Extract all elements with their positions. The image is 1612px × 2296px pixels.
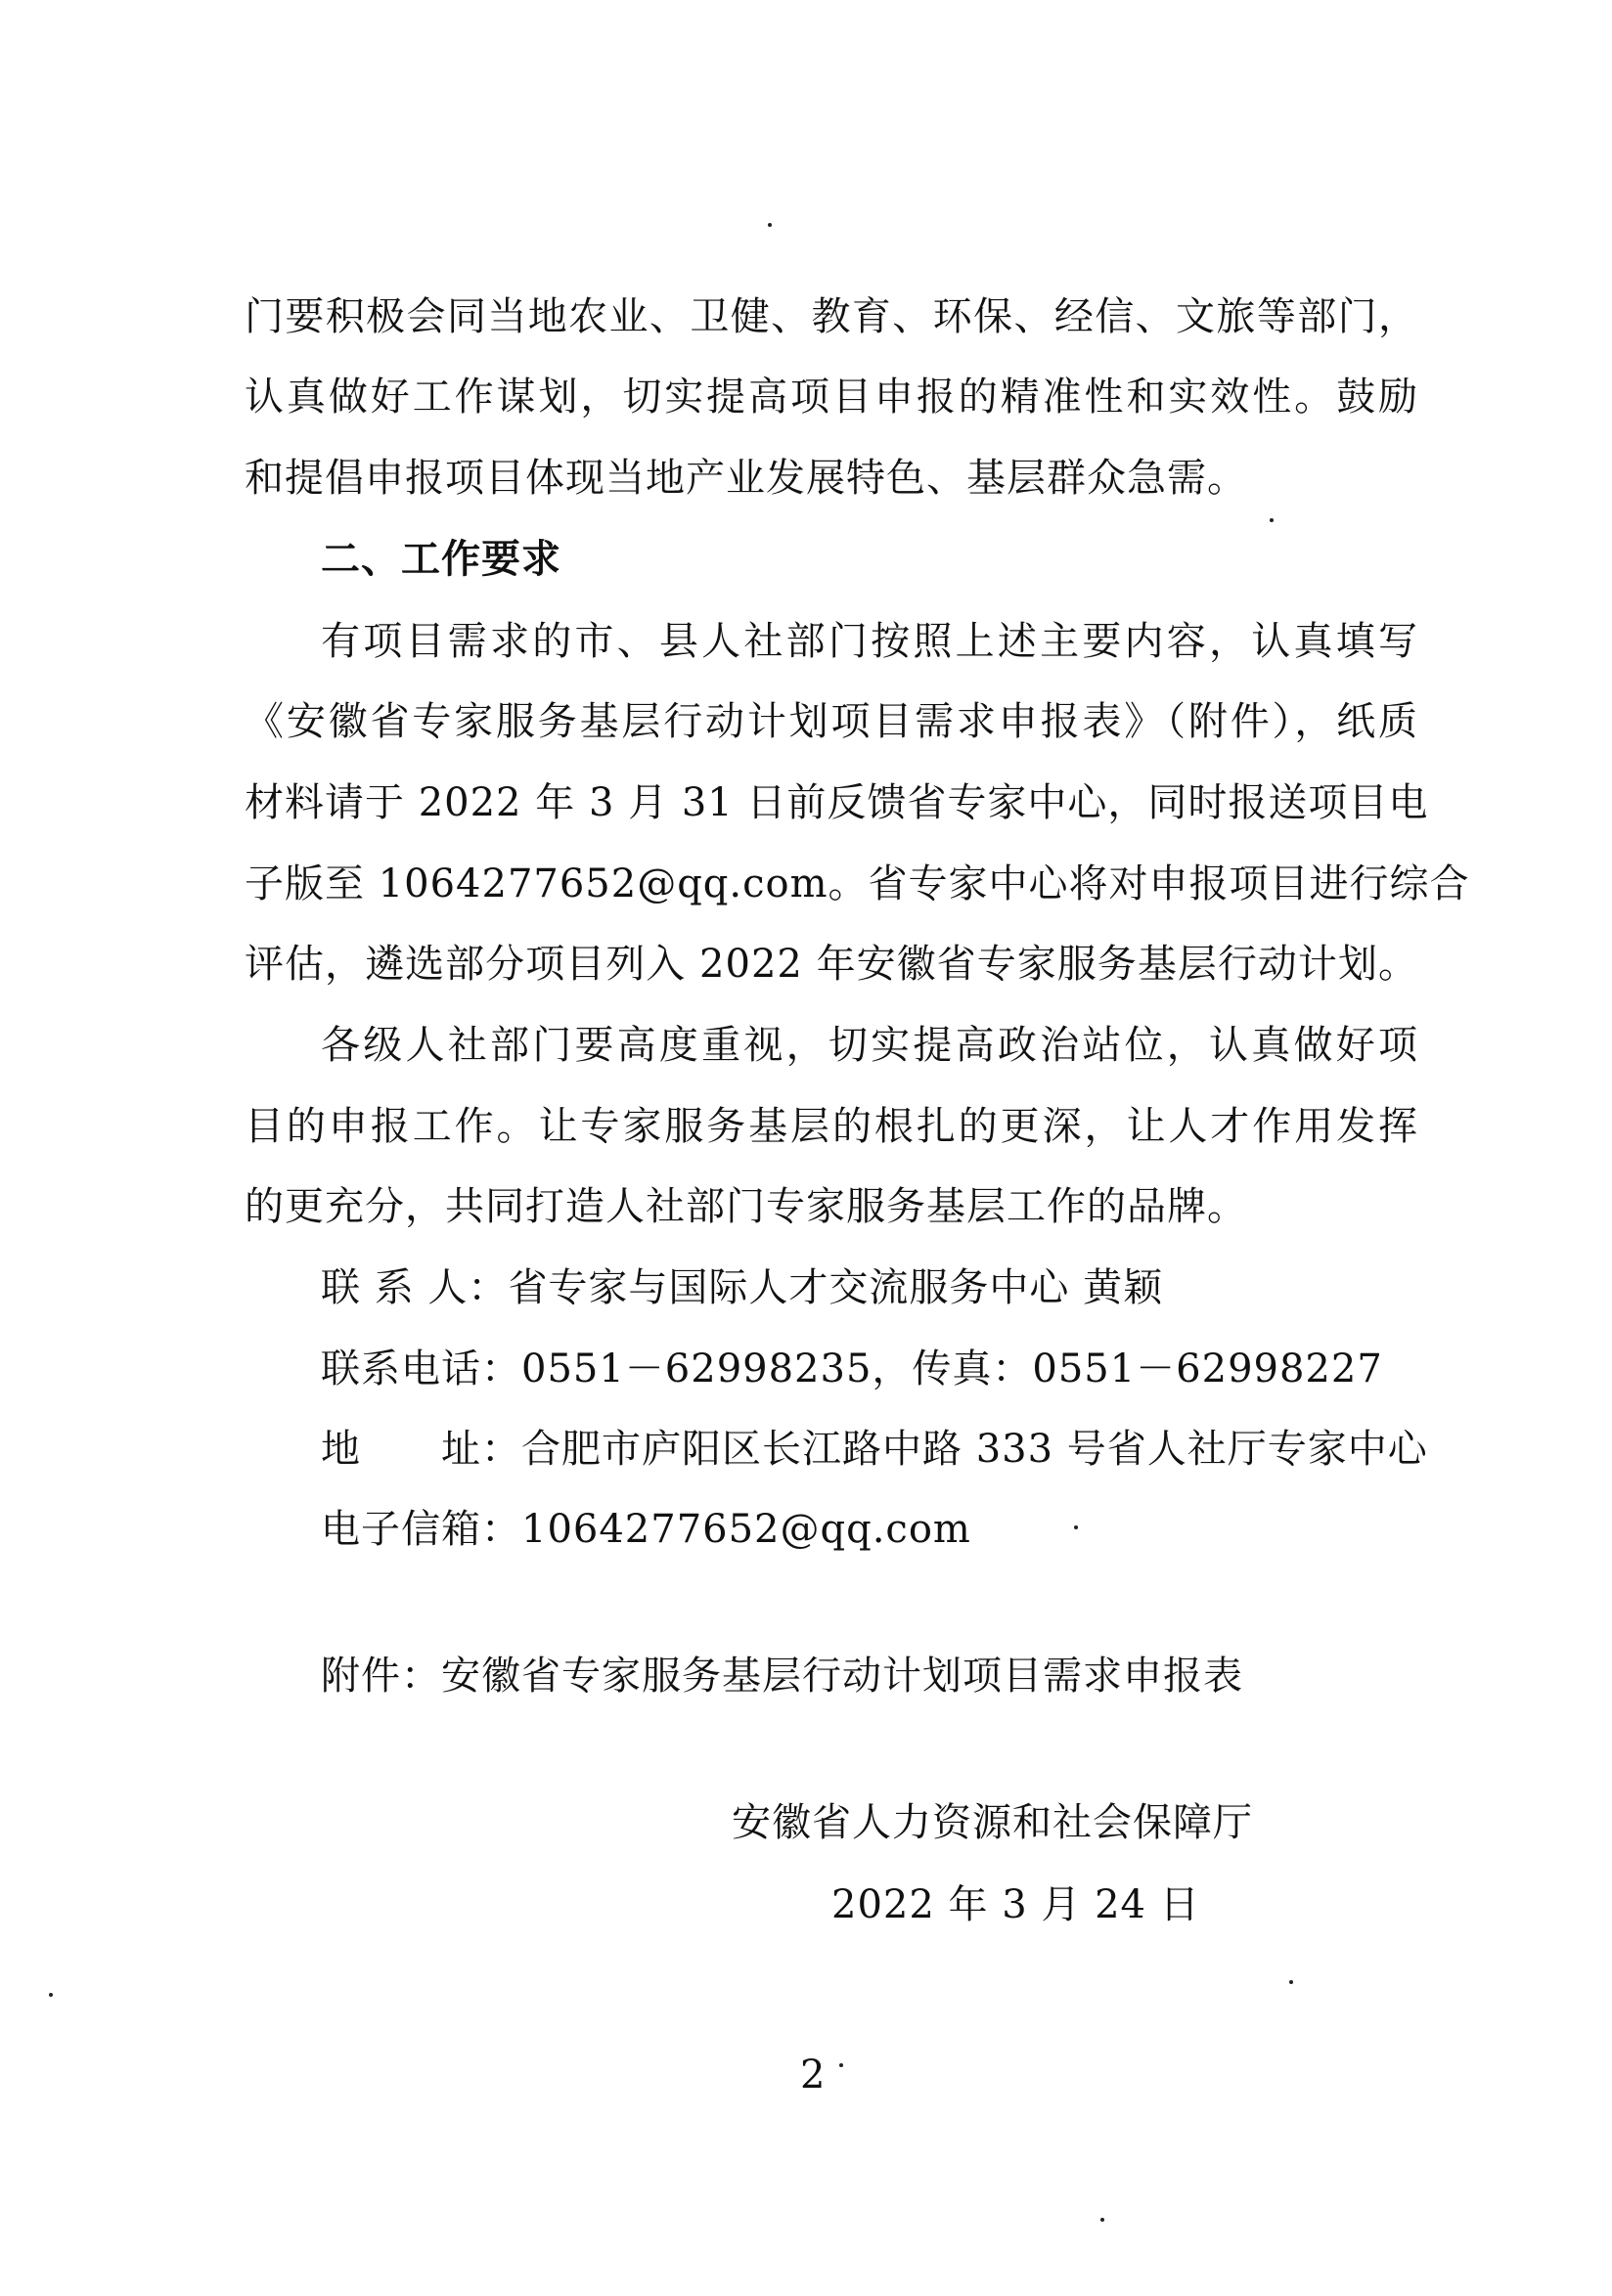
paragraph-3-line-3: 的更充分，共同打造人社部门专家服务基层工作的品牌。 xyxy=(245,1184,1247,1229)
contact-address-label: 地 址： xyxy=(321,1427,521,1472)
scan-speck xyxy=(1100,2218,1104,2222)
paragraph-1-line-1: 门要积极会同当地农业、卫健、教育、环保、经信、文旅等部门， xyxy=(245,294,1418,339)
page-number: 2 xyxy=(800,2053,827,2097)
contact-person-label: 联 系 人： xyxy=(321,1265,509,1310)
contact-person-value: 省专家与国际人才交流服务中心 黄颖 xyxy=(508,1265,1164,1310)
scan-speck xyxy=(768,223,772,227)
paragraph-2-line-3: 材料请于 2022 年 3 月 31 日前反馈省专家中心，同时报送项目电 xyxy=(245,780,1429,825)
contact-phone-value: 0551－62998235，传真：0551－62998227 xyxy=(521,1347,1383,1391)
contact-email-label: 电子信箱： xyxy=(321,1507,521,1552)
contact-phone-row xyxy=(321,1346,1383,1392)
paragraph-1-line-2: 认真做好工作谋划，切实提高项目申报的精准性和实效性。鼓励 xyxy=(245,375,1418,419)
paragraph-2-line-4: 子版至 1064277652@qq.com。省专家中心将对申报项目进行综合 xyxy=(245,861,1470,906)
scan-speck xyxy=(1289,1980,1293,1984)
contact-email-row xyxy=(321,1506,971,1553)
scan-speck xyxy=(49,1993,53,1997)
contact-phone-label: 联系电话： xyxy=(321,1347,521,1391)
contact-address-row xyxy=(321,1426,1428,1473)
paragraph-3-line-2: 目的申报工作。让专家服务基层的根扎的更深，让人才作用发挥 xyxy=(245,1104,1418,1149)
attachment-line: 附件：安徽省专家服务基层行动计划项目需求申报表 xyxy=(321,1654,1243,1699)
signature-date: 2022 年 3 月 24 日 xyxy=(831,1882,1200,1927)
scan-speck xyxy=(1270,518,1274,522)
section-heading: 二、工作要求 xyxy=(321,537,561,582)
scan-speck xyxy=(839,2063,843,2067)
contact-email-value: 1064277652@qq.com xyxy=(521,1507,971,1552)
paragraph-1-line-3: 和提倡申报项目体现当地产业发展特色、基层群众急需。 xyxy=(245,456,1247,501)
scan-speck xyxy=(1074,1525,1078,1529)
contact-address-value: 合肥市庐阳区长江路中路 333 号省人社厅专家中心 xyxy=(521,1427,1428,1472)
paragraph-3-line-1: 各级人社部门要高度重视，切实提高政治站位，认真做好项 xyxy=(321,1023,1418,1068)
paragraph-2-line-5: 评估，遴选部分项目列入 2022 年安徽省专家服务基层行动计划。 xyxy=(245,942,1418,987)
signature-org: 安徽省人力资源和社会保障厅 xyxy=(732,1800,1253,1845)
paragraph-2-line-1: 有项目需求的市、县人社部门按照上述主要内容，认真填写 xyxy=(321,619,1418,664)
paragraph-2-line-2: 《安徽省专家服务基层行动计划项目需求申报表》（附件），纸质 xyxy=(245,699,1418,744)
contact-person-row xyxy=(321,1264,1163,1311)
